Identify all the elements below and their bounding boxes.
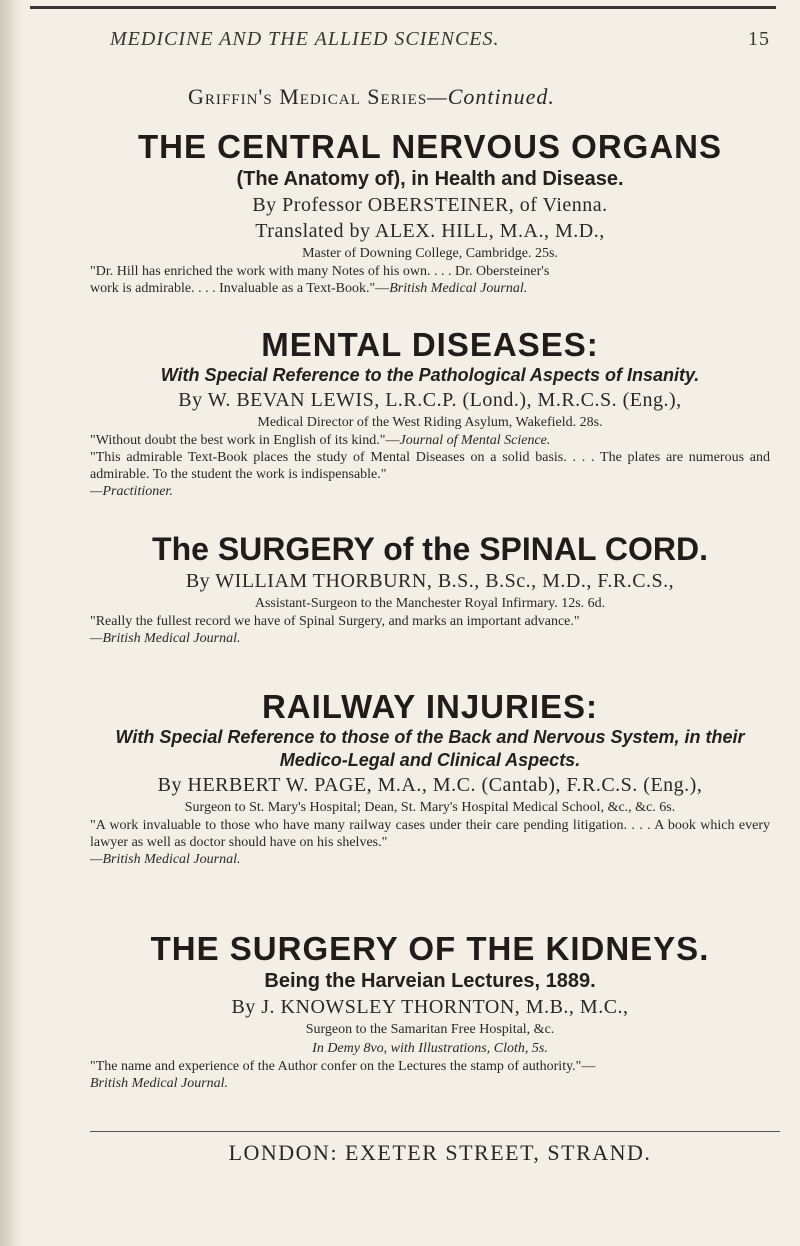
review-source: —British Medical Journal. xyxy=(90,852,241,867)
book-detail: Assistant-Surgeon to the Manchester Royal Infirmary. 12s. 6d. xyxy=(254,596,606,611)
book-review xyxy=(90,432,770,500)
book-entry-central-nervous-organs xyxy=(90,128,770,297)
review-source: —British Medical Journal. xyxy=(90,631,241,646)
book-detail-2: In Demy 8vo, with Illustrations, Cloth, 5s. xyxy=(312,1041,548,1056)
running-title: MEDICINE AND THE ALLIED SCIENCES. xyxy=(110,28,500,50)
review-source-2: —Practitioner. xyxy=(90,484,173,499)
running-head xyxy=(110,28,770,51)
review-text: "The name and experience of the Author confer on the Lectures the stamp of authority."— xyxy=(90,1059,596,1074)
book-author: By HERBERT W. PAGE, M.A., M.C. (Cantab), F.R.C.S. (Eng.), xyxy=(157,774,703,796)
book-subtitle: With Special Reference to the Pathological Aspects of Insanity. xyxy=(160,365,700,385)
series-suffix: —Continued. xyxy=(427,84,555,109)
book-entry-surgery-kidneys xyxy=(90,930,770,1092)
book-review xyxy=(90,1058,770,1092)
book-subtitle-1: With Special Reference to those of the Back and Nervous System, in their xyxy=(115,727,745,747)
book-author: By WILLIAM THORBURN, B.S., B.Sc., M.D., F.R.C.S., xyxy=(185,570,675,592)
review-text-1: "Dr. Hill has enriched the work with many Notes of his own. . . . Dr. Obersteiner's xyxy=(90,264,550,279)
book-title: THE CENTRAL NERVOUS ORGANS xyxy=(137,128,722,165)
review-text-2: work is admirable. . . . Invaluable as a Text-Book."— xyxy=(90,281,390,296)
review-text-2: "This admirable Text-Book places the study of Mental Diseases on a solid basis. . . . The plates are numerous and admirable. To the student the work is indispensable." xyxy=(90,450,770,482)
page-number: 15 xyxy=(748,28,770,50)
series-heading xyxy=(188,84,555,110)
book-subtitle-2: Medico-Legal and Clinical Aspects. xyxy=(279,750,581,770)
book-title: THE SURGERY OF THE KIDNEYS. xyxy=(150,930,710,967)
book-detail: Medical Director of the West Riding Asylum, Wakefield. 28s. xyxy=(257,415,603,430)
book-translator: Translated by ALEX. HILL, M.A., M.D., xyxy=(255,220,605,242)
book-subtitle: Being the Harveian Lectures, 1889. xyxy=(264,970,596,992)
book-detail-1: Surgeon to the Samaritan Free Hospital, &c. xyxy=(305,1022,555,1037)
review-text: "Really the fullest record we have of Spinal Surgery, and marks an important advance." xyxy=(90,614,580,629)
book-entry-mental-diseases xyxy=(90,326,770,500)
top-rule xyxy=(30,6,776,9)
book-entry-spinal-cord xyxy=(90,530,770,647)
book-review xyxy=(90,613,770,647)
review-text: "A work invaluable to those who have many railway cases under their care pending litigation. . . . A book which every lawyer as well as doctor should have on his shelves." xyxy=(90,818,770,850)
book-author: By W. BEVAN LEWIS, L.R.C.P. (Lond.), M.R.C.S. (Eng.), xyxy=(178,389,682,411)
book-author: By Professor OBERSTEINER, of Vienna. xyxy=(252,194,608,216)
review-source-1: Journal of Mental Science. xyxy=(399,433,551,448)
series-name: Griffin's Medical Series xyxy=(188,84,428,109)
book-author: By J. KNOWSLEY THORNTON, M.B., M.C., xyxy=(231,996,629,1018)
review-source: British Medical Journal. xyxy=(389,281,528,296)
book-review xyxy=(90,263,770,297)
book-review xyxy=(90,817,770,868)
footer-rule xyxy=(90,1131,780,1132)
book-detail: Surgeon to St. Mary's Hospital; Dean, St. Mary's Hospital Medical School, &c., &c. 6s. xyxy=(184,800,676,815)
book-detail: Master of Downing College, Cambridge. 25s. xyxy=(302,246,558,261)
publisher-imprint: LONDON: EXETER STREET, STRAND. xyxy=(228,1140,652,1165)
book-title: RAILWAY INJURIES: xyxy=(261,688,599,725)
book-title: The SURGERY of the SPINAL CORD. xyxy=(152,531,708,567)
book-entry-railway-injuries xyxy=(90,688,770,868)
review-source: British Medical Journal. xyxy=(90,1076,229,1091)
review-text-1: "Without doubt the best work in English of its kind."— xyxy=(90,433,400,448)
book-title: MENTAL DISEASES: xyxy=(261,326,599,363)
page-spine-shadow xyxy=(0,0,22,1246)
book-subtitle: (The Anatomy of), in Health and Disease. xyxy=(236,168,624,190)
